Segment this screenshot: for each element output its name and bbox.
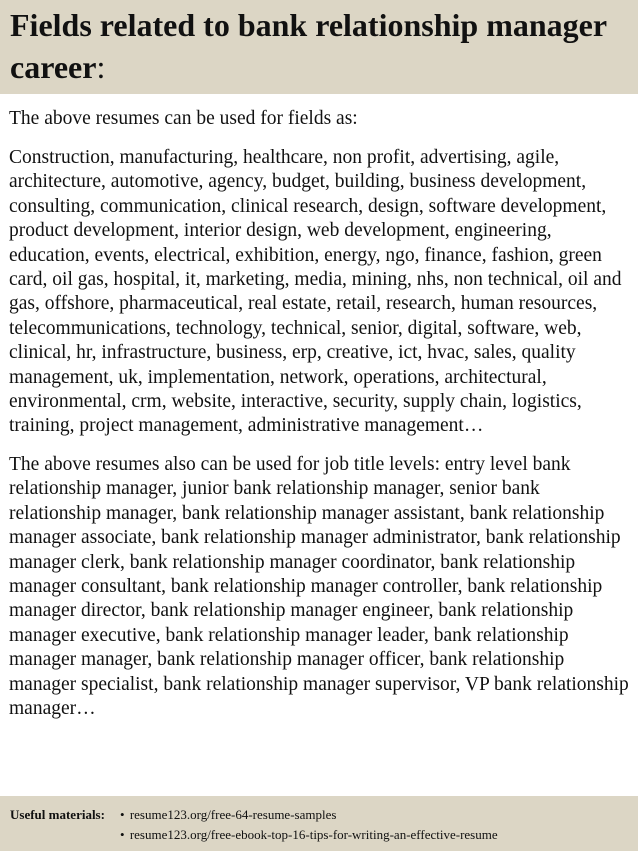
- useful-materials-label-colon: :: [100, 807, 105, 822]
- footer-link-item: [120, 805, 336, 825]
- useful-materials-label-text: Useful materials: [10, 807, 101, 822]
- footer-row-1: [10, 805, 628, 825]
- bullet-icon: •: [120, 827, 125, 842]
- footer-link-item: [120, 825, 498, 845]
- fields-list: Construction, manufacturing, healthcare, non profit, advertising, agile, architecture, automotive, agency, budget, building, business development, consulting, communication, clinical research, design, software development, product development, interior design, web development, engineering, education, events, electrical, exhibition, energy, ngo, finance, fashion, green card, oil gas, hospital, it, marketing, media, mining, nhs, non technical, oil and gas, offshore, pharmaceutical, real estate, retail, research, human resources, telecommunications, technology, technical, senior, digital, software, web, clinical, hr, infrastructure, business, erp, creative, ict, hvac, sales, quality management, uk, implementation, network, operations, architectural, environmental, crm, website, interactive, security, supply chain, logistics, training, project management, administrative management…: [9, 147, 622, 437]
- footer-row-2: [10, 825, 628, 845]
- page-title: [10, 4, 628, 88]
- intro-text: The above resumes can be used for fields as:: [9, 108, 358, 129]
- job-levels-list: The above resumes also can be used for job title levels: entry level bank relationship manager, junior bank relationship manager, senior bank relationship manager, bank relationship manager assistant, bank relationship manager associate, bank relationship manager administrator, bank relationship manager clerk, bank relationship manager coordinator, bank relationship manager consultant, bank relationship manager controller, bank relationship manager director, bank relationship manager engineer, bank relationship manager executive, bank relationship manager leader, bank relationship manager manager, bank relationship manager officer, bank relationship manager specialist, bank relationship manager supervisor, VP bank relationship manager…: [9, 453, 629, 719]
- page-title-text: Fields related to bank relationship manager career: [10, 7, 607, 85]
- page-title-colon: :: [96, 49, 106, 85]
- footer-link-resume-samples[interactable]: resume123.org/free-64-resume-samples: [129, 807, 337, 822]
- useful-materials-label: [10, 805, 120, 825]
- footer-link-ebook[interactable]: resume123.org/free-ebook-top-16-tips-for-writing-an-effective-resume: [129, 827, 498, 842]
- title-bar: [0, 0, 638, 94]
- main-content: [9, 106, 633, 721]
- footer-label-spacer: [10, 825, 120, 845]
- footer: [0, 796, 638, 851]
- bullet-icon: •: [120, 807, 125, 822]
